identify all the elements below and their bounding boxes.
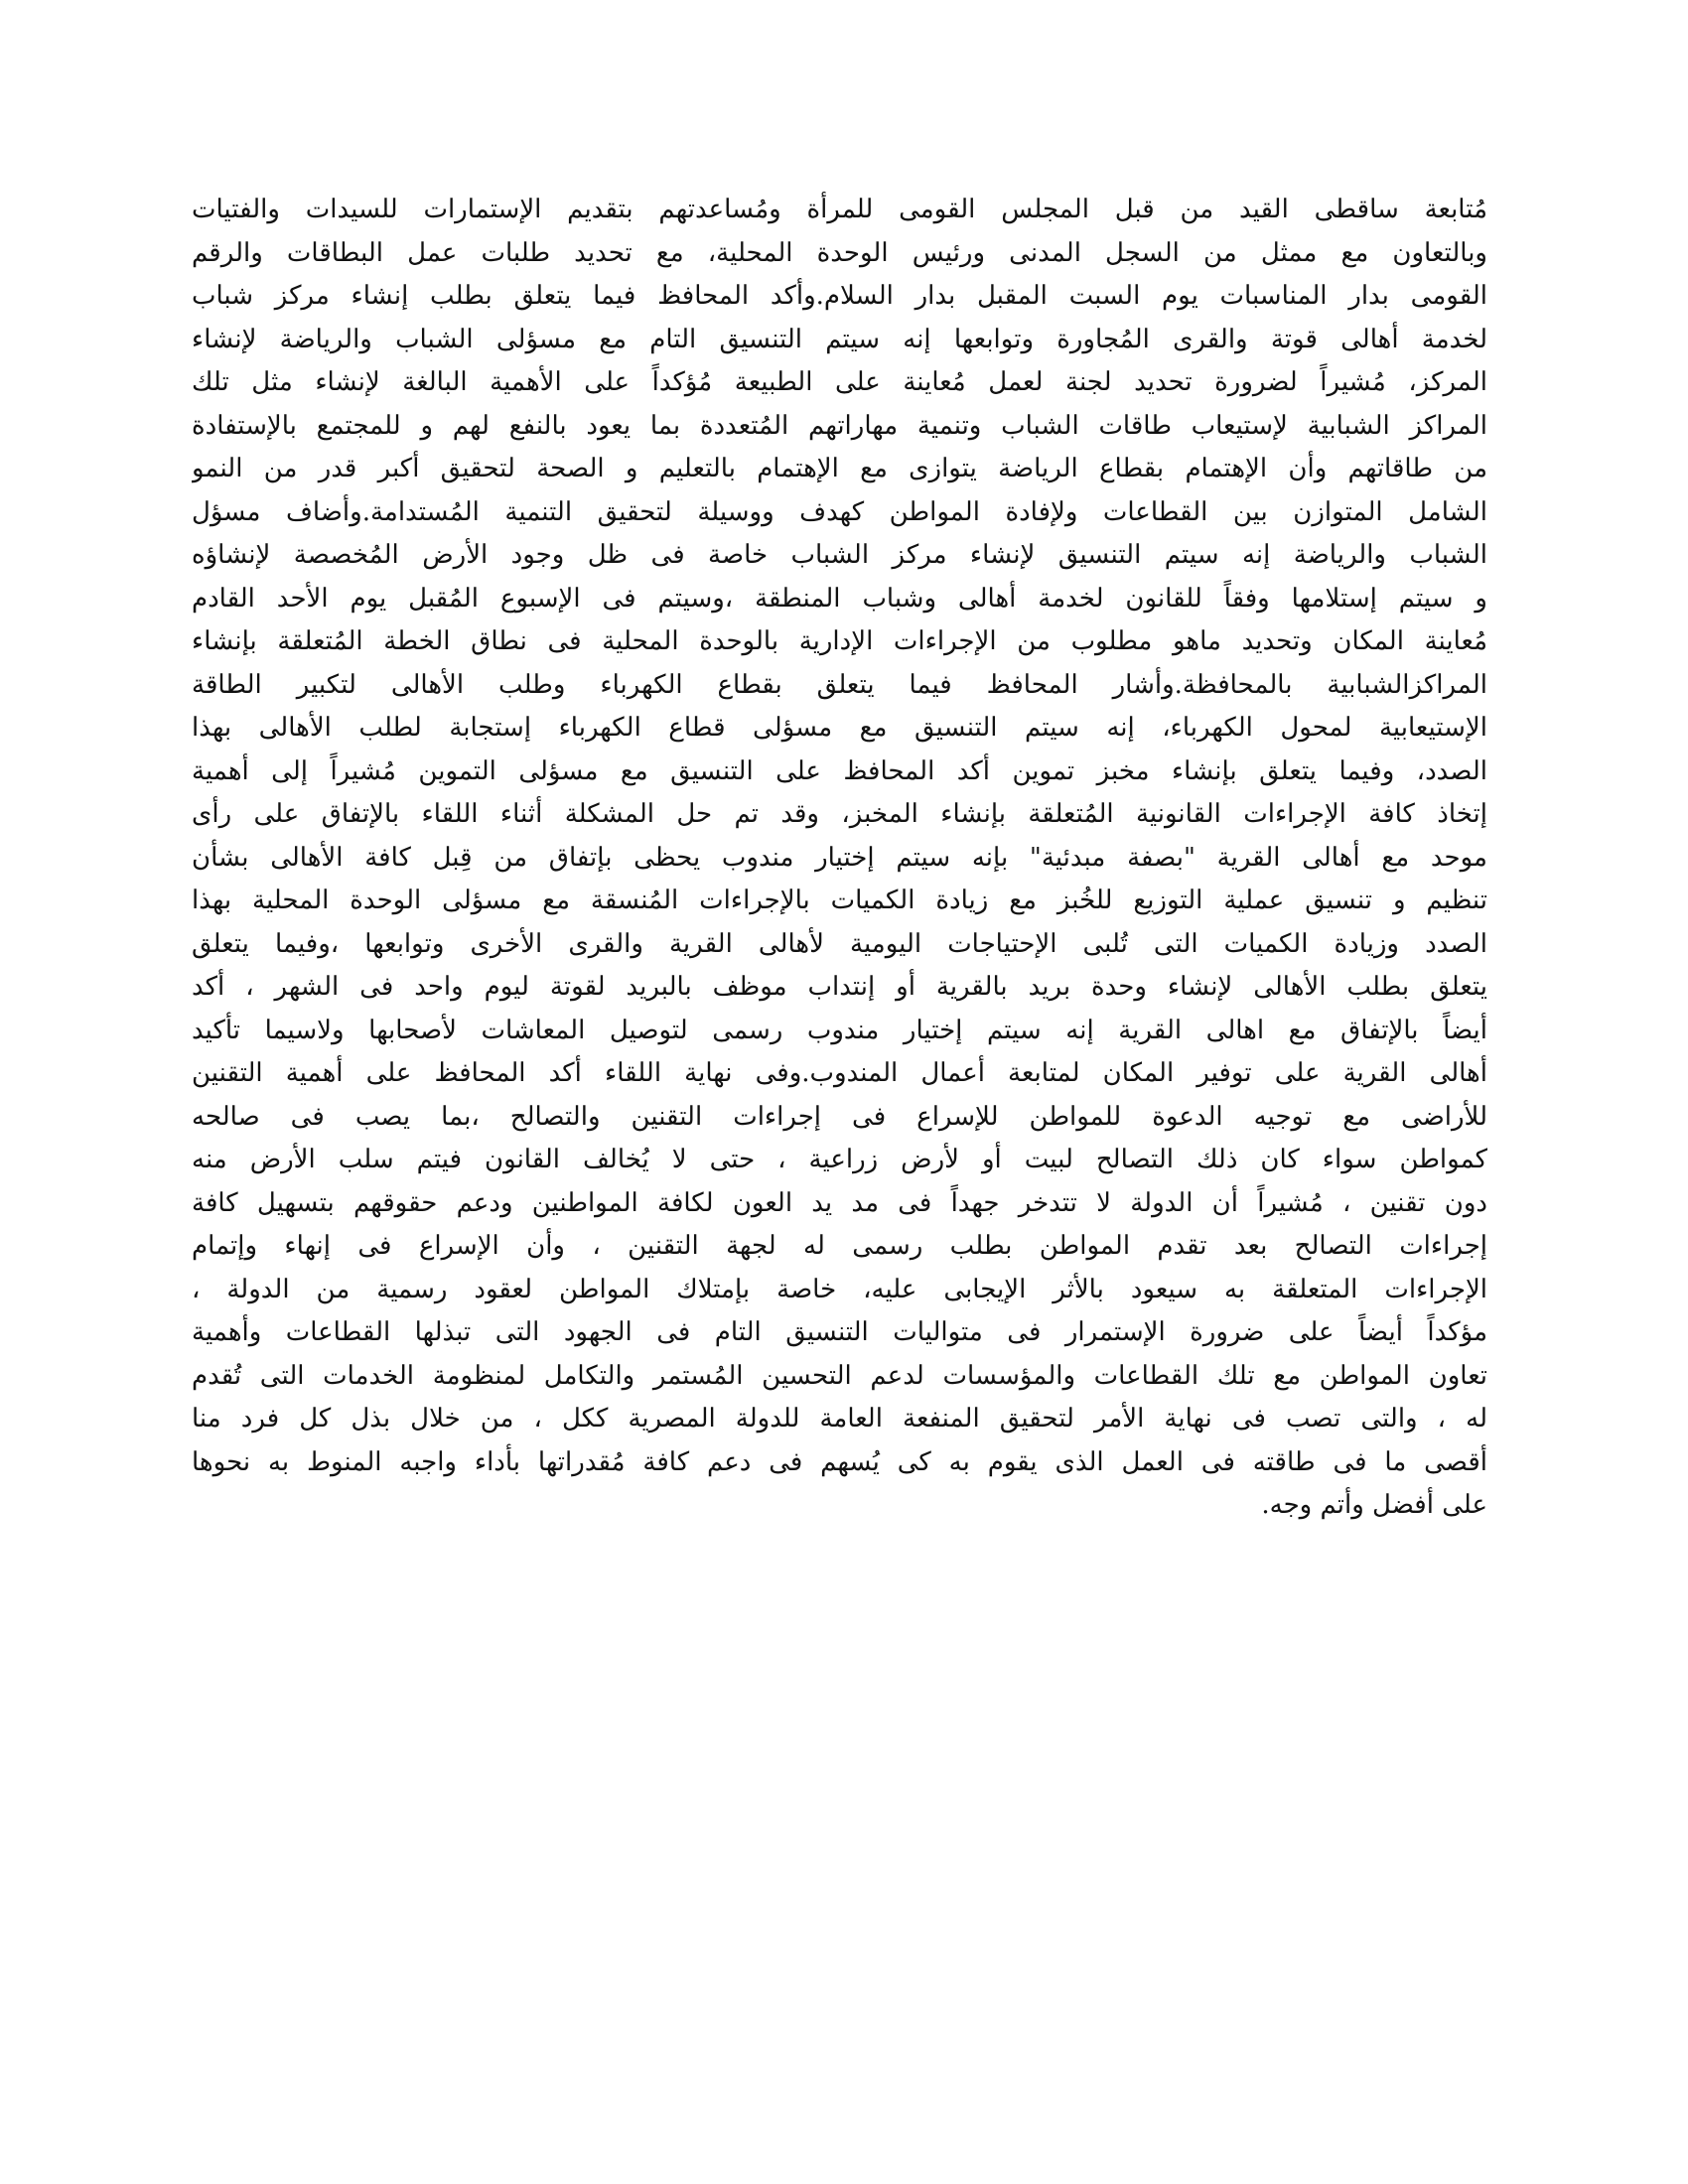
text-line: كمواطن سواء كان ذلك التصالح لبيت أو لأرض زراعية ، حتى لا يُخالف القانون فيتم سلب الأرض منه (192, 1145, 1487, 1174)
text-line: للأراضى مع توجيه الدعوة للمواطن للإسراع فى إجراءات التقنين والتصالح ،بما يصب فى صالحه (192, 1101, 1487, 1132)
text-line: الشامل المتوازن بين القطاعات ولإفادة المواطن كهدف ووسيلة لتحقيق التنمية المُستدامة.وأضاف مسؤل (192, 496, 1487, 527)
text-line: الإستيعابية لمحول الكهرباء، إنه سيتم التنسيق مع مسؤلى قطاع الكهرباء إستجابة لطلب الأهالى بهذا (192, 713, 1487, 743)
text-line: و سيتم إستلامها وفقاً للقانون لخدمة أهالى وشباب المنطقة ،وسيتم فى الإسبوع المُقبل يوم الأحد القادم (192, 583, 1487, 614)
text-line: الإجراءات المتعلقة به سيعود بالأثر الإيجابى عليه، خاصة بإمتلاك المواطن لعقود رسمية من الدولة ، (192, 1274, 1487, 1304)
text-line: المركز، مُشيراً لضرورة تحديد لجنة لعمل مُعاينة على الطبيعة مُؤكداً على الأهمية البالغة لإنشاء مثل تلك (192, 367, 1487, 397)
text-line: تعاون المواطن مع تلك القطاعات والمؤسسات لدعم التحسين المُستمر والتكامل لمنظومة الخدمات التى تُقدم (192, 1360, 1487, 1391)
text-line: وبالتعاون مع ممثل من السجل المدنى ورئيس الوحدة المحلية، مع تحديد طلبات عمل البطاقات والرقم (192, 237, 1487, 268)
text-line: مُتابعة ساقطى القيد من قبل المجلس القومى للمرأة ومُساعدتهم بتقديم الإستمارات للسيدات والفتيات (192, 195, 1487, 224)
text-line: دون تقنين ، مُشيراً أن الدولة لا تتدخر جهداً فى مد يد العون لكافة المواطنين ودعم حقوقهم بتسهيل كافة (192, 1187, 1487, 1218)
article-body (192, 189, 1487, 1528)
text-line: المراكز الشبابية لإستيعاب طاقات الشباب وتنمية مهاراتهم المُتعددة بما يعود بالنفع لهم و للمجتمع بالإستفادة (192, 410, 1487, 441)
text-line-last: على أفضل وأتم وجه. (1261, 1490, 1487, 1520)
text-line: موحد مع أهالى القرية "بصفة مبدئية" بإنه سيتم إختيار مندوب يحظى بإتفاق من قِبل كافة الأهالى بشأن (192, 842, 1487, 873)
text-line: مؤكداً أيضاً على ضرورة الإستمرار فى متواليات التنسيق التام فى الجهود التى تبذلها القطاعات وأهمية (192, 1317, 1487, 1347)
text-line: الصدد وزيادة الكميات التى تُلبى الإحتياجات اليومية لأهالى القرية والقرى الأخرى وتوابعها ،وفيما يتعلق (192, 928, 1487, 959)
text-line: القومى بدار المناسبات يوم السبت المقبل بدار السلام.وأكد المحافظ فيما يتعلق بطلب إنشاء مركز شباب (192, 281, 1487, 311)
text-line: إتخاذ كافة الإجراءات القانونية المُتعلقة بإنشاء المخبز، وقد تم حل المشكلة أثناء اللقاء بالإتفاق على رأى (192, 799, 1487, 829)
text-line: الصدد، وفيما يتعلق بإنشاء مخبز تموين أكد المحافظ على التنسيق مع مسؤلى التموين مُشيراً إلى أهمية (192, 755, 1487, 786)
text-line: أهالى القرية على توفير المكان لمتابعة أعمال المندوب.وفى نهاية اللقاء أكد المحافظ على أهمية التقنين (192, 1058, 1487, 1088)
text-line: لخدمة أهالى قوتة والقرى المُجاورة وتوابعها إنه سيتم التنسيق التام مع مسؤلى الشباب والرياضة لإنشاء (192, 324, 1487, 354)
text-line: أيضاً بالإتفاق مع اهالى القرية إنه سيتم إختيار مندوب رسمى لتوصيل المعاشات لأصحابها ولاسيما تأكيد (192, 1015, 1487, 1045)
text-line: الشباب والرياضة إنه سيتم التنسيق لإنشاء مركز الشباب خاصة فى ظل وجود الأرض المُخصصة لإنشاؤه (192, 540, 1487, 570)
text-line: أقصى ما فى طاقته فى العمل الذى يقوم به كى يُسهم فى دعم كافة مُقدراتها بأداء واجبه المنوط به نحوها (192, 1446, 1487, 1477)
text-line: يتعلق بطلب الأهالى لإنشاء وحدة بريد بالقرية أو إنتداب موظف بالبريد لقوتة ليوم واحد فى الشهر ، أكد (192, 972, 1487, 1002)
text-line: المراكزالشبابية بالمحافظة.وأشار المحافظ فيما يتعلق بقطاع الكهرباء وطلب الأهالى لتكبير الطاقة (192, 669, 1487, 700)
text-line: له ، والتى تصب فى نهاية الأمر لتحقيق المنفعة العامة للدولة المصرية ككل ، من خلال بذل كل فرد منا (192, 1404, 1487, 1433)
text-line: مُعاينة المكان وتحديد ماهو مطلوب من الإجراءات الإدارية بالوحدة المحلية فى نطاق الخطة المُتعلقة بإنشاء (192, 626, 1487, 656)
text-line: إجراءات التصالح بعد تقدم المواطن بطلب رسمى له لجهة التقنين ، وأن الإسراع فى إنهاء وإتمام (192, 1231, 1487, 1261)
text-line: من طاقاتهم وأن الإهتمام بقطاع الرياضة يتوازى مع الإهتمام بالتعليم و الصحة لتحقيق أكبر قدر من النمو (192, 454, 1487, 483)
text-line: تنظيم و تنسيق عملية التوزيع للخُبز مع زيادة الكميات بالإجراءات المُنسقة مع مسؤلى الوحدة المحلية بهذا (192, 886, 1487, 915)
